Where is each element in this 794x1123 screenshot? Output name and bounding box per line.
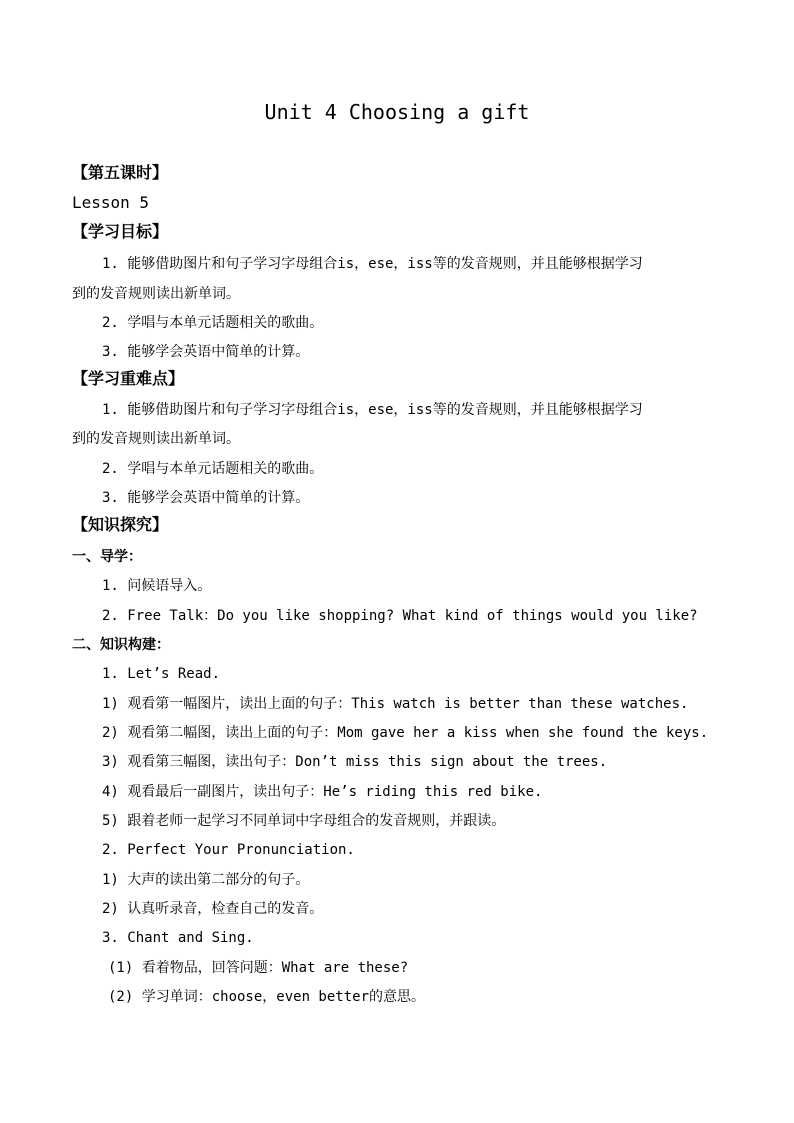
lesson-period-heading: 【第五课时】 [72,163,169,182]
document-title: Unit 4 Choosing a gift [264,100,530,124]
pronunciation-title: 2. Perfect Your Pronunciation. [102,842,355,858]
guide-item-1: 1. 问候语导入。 [102,578,212,594]
read-step-2: 2) 观看第二幅图，读出上面的句子：Mom gave her a kiss when she found the keys. [102,725,709,741]
objective-item-3: 3. 能够学会英语中简单的计算。 [102,344,310,360]
build-heading: 二、知识构建： [72,637,170,653]
key-point-item-1: 1. 能够借助图片和句子学习字母组合is，ese，iss等的发音规则，并且能够根据学习 [102,402,643,418]
guide-item-2: 2. Free Talk：Do you like shopping? What kind of things would you like? [102,608,698,624]
key-points-heading: 【学习重难点】 [72,369,185,388]
pronunciation-step-2: 2) 认真听录音，检查自己的发音。 [102,901,324,917]
objective-item-2: 2. 学唱与本单元话题相关的歌曲。 [102,315,324,331]
objective-item-1-continued: 到的发音规则读出新单词。 [72,286,240,302]
key-point-item-3: 3. 能够学会英语中简单的计算。 [102,490,310,506]
chant-step-2: (2) 学习单词：choose，even better的意思。 [108,989,426,1005]
pronunciation-step-1: 1) 大声的读出第二部分的句子。 [102,872,310,888]
read-step-3: 3) 观看第三幅图，读出句子：Don’t miss this sign about the trees. [102,754,608,770]
read-step-5: 5) 跟着老师一起学习不同单词中字母组合的发音规则，并跟读。 [102,813,506,829]
exploration-heading: 【知识探究】 [72,515,169,534]
key-point-item-2: 2. 学唱与本单元话题相关的歌曲。 [102,461,324,477]
lesson-name: Lesson 5 [72,193,150,212]
objectives-heading: 【学习目标】 [72,222,169,241]
guide-heading: 一、导学： [72,549,142,565]
chant-title: 3. Chant and Sing. [102,930,254,946]
read-title: 1. Let’s Read. [102,666,221,682]
objective-item-1: 1. 能够借助图片和句子学习字母组合is，ese，iss等的发音规则，并且能够根据学习 [102,256,643,272]
chant-step-1: (1) 看着物品，回答问题：What are these? [108,960,409,976]
read-step-4: 4) 观看最后一副图片，读出句子：He’s riding this red bike. [102,784,543,800]
read-step-1: 1) 观看第一幅图片，读出上面的句子：This watch is better than these watches. [102,696,689,712]
key-point-item-1-continued: 到的发音规则读出新单词。 [72,431,240,447]
